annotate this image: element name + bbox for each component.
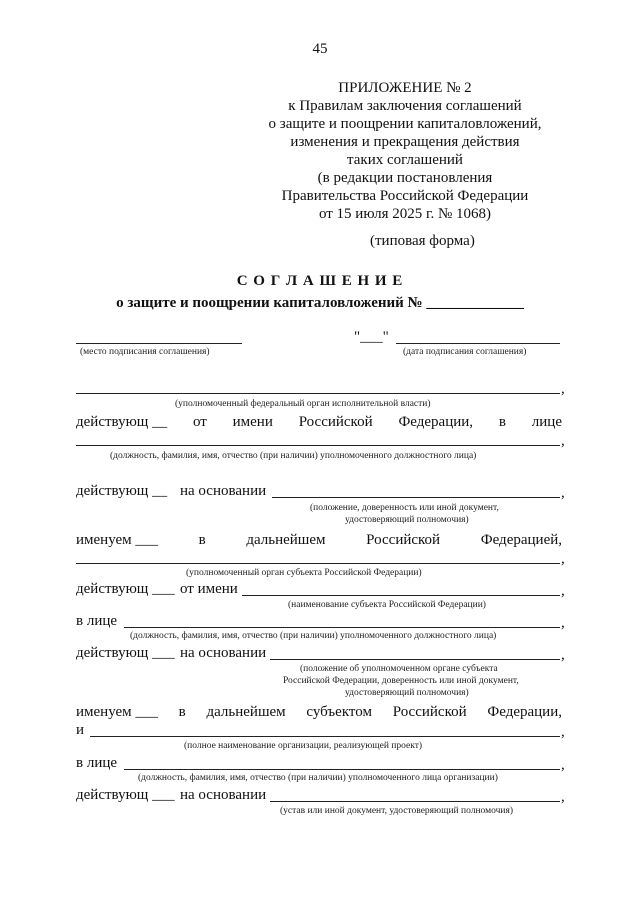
acting-label: действующ ___ xyxy=(76,581,175,597)
acting-label: действующ __ xyxy=(76,483,168,499)
on-basis-label: на основании xyxy=(180,787,267,803)
in-person-label: в лице xyxy=(76,755,118,771)
appendix-title: ПРИЛОЖЕНИЕ № 2 xyxy=(338,80,472,96)
word: именуем ___ xyxy=(76,532,158,548)
named-subject-row xyxy=(76,703,562,721)
regional-basis-caption: (положение об уполномоченном органе субъекта xyxy=(300,664,498,674)
place-caption: (место подписания соглашения) xyxy=(80,347,210,357)
on-basis-label: на основании xyxy=(180,483,267,499)
organization-basis-line[interactable] xyxy=(270,801,560,802)
comma: , xyxy=(561,647,565,663)
comma: , xyxy=(561,583,565,599)
word: дальнейшем xyxy=(246,532,326,548)
regional-official-line[interactable] xyxy=(124,627,560,628)
regional-basis-caption: удостоверяющий полномочия) xyxy=(345,688,469,698)
comma: , xyxy=(561,615,565,631)
comma: , xyxy=(561,757,565,773)
regional-basis-caption: Российской Федерации, доверенность или иной документ, xyxy=(283,676,519,686)
regional-official-caption: (должность, фамилия, имя, отчество (при наличии) уполномоченного должностного лица) xyxy=(130,631,497,641)
organization-basis-caption: (устав или иной документ, удостоверяющий полномочия) xyxy=(280,806,514,816)
federal-official-caption: (должность, фамилия, имя, отчество (при наличии) уполномоченного должностного лица) xyxy=(110,451,477,461)
regional-organ-line[interactable] xyxy=(76,563,560,564)
appendix-line: изменения и прекращения действия xyxy=(290,134,520,150)
word: от xyxy=(192,414,207,430)
regional-basis-line[interactable] xyxy=(270,659,560,660)
in-person-label: в лице xyxy=(76,613,118,629)
appendix-line: к Правилам заключения соглашений xyxy=(288,98,522,114)
word: субъектом xyxy=(306,704,372,720)
federal-basis-caption: (положение, доверенность или иной документ, xyxy=(310,503,499,513)
word: имени xyxy=(232,414,273,430)
acting-on-behalf-row xyxy=(76,413,562,431)
word: Федерации, xyxy=(487,704,562,720)
federal-basis-line[interactable] xyxy=(272,497,560,498)
federal-basis-caption: удостоверяющий полномочия) xyxy=(345,515,469,525)
comma: , xyxy=(561,724,565,740)
appendix-line: таких соглашений xyxy=(347,152,463,168)
place-signature-line[interactable] xyxy=(76,343,242,344)
appendix-line: (в редакции постановления xyxy=(317,170,493,186)
on-behalf-label: от имени xyxy=(180,581,238,597)
document-title: С О Г Л А Ш Е Н И Е xyxy=(236,273,404,289)
regional-subject-caption: (наименование субъекта Российской Федерации) xyxy=(288,600,486,610)
word: в xyxy=(498,414,506,430)
organization-name-line[interactable] xyxy=(90,736,560,737)
on-basis-label: на основании xyxy=(180,645,267,661)
comma: , xyxy=(561,789,565,805)
acting-label: действующ ___ xyxy=(76,645,175,661)
and-label: и xyxy=(76,722,85,738)
federal-official-line[interactable] xyxy=(76,445,560,446)
date-day-field[interactable]: "___" xyxy=(354,329,389,345)
comma: , xyxy=(561,551,565,567)
word: в xyxy=(178,704,186,720)
word: Российской xyxy=(392,704,467,720)
named-russian-federation-row xyxy=(76,531,562,549)
organization-official-caption: (должность, фамилия, имя, отчество (при наличии) уполномоченного лица организации) xyxy=(138,773,498,783)
appendix-line: о защите и поощрении капиталовложений, xyxy=(268,116,542,132)
organization-official-line[interactable] xyxy=(124,769,560,770)
word: лице xyxy=(531,414,562,430)
date-signature-line[interactable] xyxy=(396,343,560,344)
word: именуем ___ xyxy=(76,704,158,720)
form-type: (типовая форма) xyxy=(370,233,475,249)
federal-organ-line[interactable] xyxy=(76,393,560,394)
comma: , xyxy=(561,381,565,397)
word: Российской xyxy=(298,414,373,430)
word: Федерацией, xyxy=(480,532,562,548)
document-subtitle: о защите и поощрении капиталовложений № _____________ xyxy=(116,295,524,311)
regional-organ-caption: (уполномоченный орган субъекта Российской Федерации) xyxy=(186,568,422,578)
word: Федерации, xyxy=(398,414,474,430)
acting-label: действующ ___ xyxy=(76,787,175,803)
word: действующ __ xyxy=(76,414,168,430)
word: Российской xyxy=(366,532,441,548)
date-caption: (дата подписания соглашения) xyxy=(403,347,527,357)
appendix-line: от 15 июля 2025 г. № 1068) xyxy=(318,206,492,222)
word: дальнейшем xyxy=(206,704,286,720)
word: в xyxy=(198,532,206,548)
federal-organ-caption: (уполномоченный федеральный орган исполнительной власти) xyxy=(175,399,431,409)
page-number: 45 xyxy=(312,41,328,57)
regional-subject-line[interactable] xyxy=(242,595,560,596)
comma: , xyxy=(561,433,565,449)
appendix-line: Правительства Российской Федерации xyxy=(281,188,529,204)
comma: , xyxy=(561,485,565,501)
organization-name-caption: (полное наименование организации, реализующей проект) xyxy=(184,741,423,751)
